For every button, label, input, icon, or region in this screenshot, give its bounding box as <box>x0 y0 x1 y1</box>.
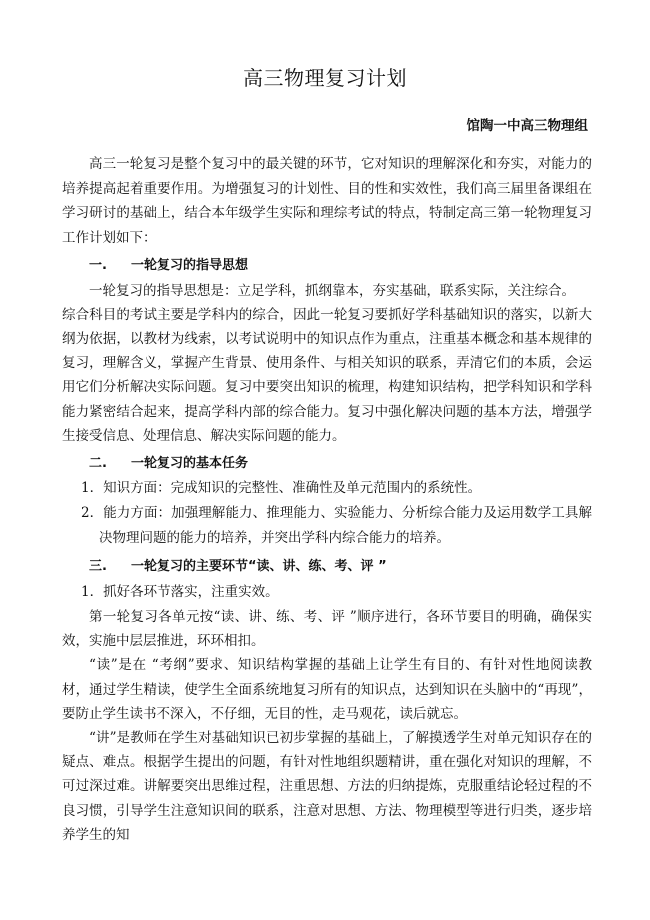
paragraph: 一轮复习的指导思想是：立足学科，抓纲靠本，夯实基础，联系实际，关注综合。 <box>89 282 575 299</box>
section-number: 二. <box>89 455 107 471</box>
intro-paragraph: 高三一轮复习是整个复习中的最关键的环节，它对知识的理解深化和夯实，对能力的培养提高起着重要作用。为增强复习的计划性、目的性和实效性，我们高三届里备课组在学习研讨的基础上，结合本年级学生实际和理综考试的特点，特制定高三第一轮物理复习工作计划如下： <box>62 156 592 246</box>
section-heading <box>62 452 592 477</box>
document-body <box>62 152 592 847</box>
section-title: 一轮复习的指导思想 <box>131 258 249 273</box>
section-number: 三. <box>89 559 107 575</box>
section-number: 一. <box>89 258 107 273</box>
section-heading <box>62 555 592 580</box>
section-title: 一轮复习的基本任务 <box>131 455 249 471</box>
list-item: 1．抓好各环节落实，注重实效。 <box>81 583 279 600</box>
paragraph: 综合科目的考试主要是学科内的综合，因此一轮复习要抓好学科基础知识的落实，以新大纲为依据，以教材为线索，以考试说明中的知识点作为重点，注重基本概念和基本规律的复习，理解含义，掌握产生背景、使用条件、与相关知识的联系，弄清它们的本质，会运用它们分析解决实际问题。复习中要突出知识的梳理，构建知识结构，把学科知识和学科能力紧密结合起来，提高学科内部的综合能力。复习中强化解决问题的基本方法，增强学生接受信息、处理信息、解决实际问题的能力。 <box>62 306 592 444</box>
section-title: 一轮复习的主要环节“读、讲、练、考、评 ” <box>131 559 387 575</box>
list-item: 2．能力方面：加强理解能力、推理能力、实验能力、分析综合能力及运用数学工具解决物理问题的能力的培养，并突出学科内综合能力的培养。 <box>81 505 592 547</box>
document-author: 馆陶一中高三物理组 <box>466 118 588 134</box>
document-title: 高三物理复习计划 <box>243 66 407 90</box>
paragraph: “讲”是教师在学生对基础知识已初步掌握的基础上，了解摸透学生对单元知识存在的疑点、难点。根据学生提出的问题，有针对性地组织题精讲，重在强化对知识的理解，不可过深过难。讲解要突出思维过程，注重思想、方法的归纳提炼，克服重结论轻过程的不良习惯，引导学生注意知识间的联系，注意对思想、方法、物理模型等进行归类，逐步培养学生的知 <box>62 729 592 843</box>
paragraph: “读”是在 “考纲”要求、知识结构掌握的基础上让学生有目的、有针对性地阅读教材，通过学生精读，使学生全面系统地复习所有的知识点，达到知识在头脑中的“再现”，要防止学生读书不深入，不仔细，无目的性，走马观花，读后就忘。 <box>62 657 592 722</box>
paragraph: 第一轮复习各单元按“读、讲、练、考、评 ”顺序进行，各环节要目的明确，确保实效，实施中层层推进，环环相扣。 <box>62 608 592 650</box>
list-item: 1．知识方面：完成知识的完整性、准确性及单元范围内的系统性。 <box>81 480 482 497</box>
section-heading <box>62 254 592 279</box>
